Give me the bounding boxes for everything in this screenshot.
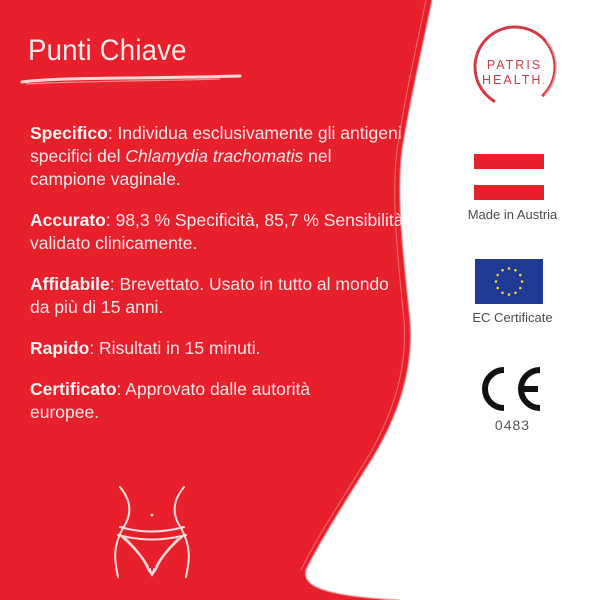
point-affidabile [30,273,410,319]
logo-line-1: PATRIS [486,58,543,72]
point-certificato [30,378,320,424]
point-label: Accurato [30,210,106,230]
point-text: : Individua esclusivamente gli antigeni specifici del [30,123,402,166]
eu-flag-icon [475,259,543,304]
point-text: : 98,3 % Specificità, 85,7 % Sensibilità, validato clinicamente. [30,210,409,253]
point-label: Affidabile [30,274,110,294]
austria-flag-icon [474,154,544,202]
female-waist-icon [112,485,192,585]
key-points-list [30,122,410,442]
ce-mark-icon [476,364,546,414]
made-in-austria-label: Made in Austria [467,207,558,222]
point-text: : Brevettato. Usato in tutto al mondo da più di 15 anni. [30,274,389,317]
notified-body-number: 0483 [494,417,531,433]
logo-line-2: HEALTH [482,73,543,87]
logo-mark: . [542,76,547,86]
species-name: Chlamydia trachomatis [125,146,304,166]
point-specifico [30,122,410,191]
point-rapido [30,337,410,360]
patris-health-logo [452,58,577,89]
title-underline-stroke [20,73,245,87]
point-label: Certificato [30,379,117,399]
point-text: : Risultati in 15 minuti. [89,338,261,358]
page-title: Punti Chiave [28,34,187,67]
ec-certificate-label: EC Certificate [472,310,553,325]
point-label: Specifico [30,123,108,143]
point-text: nel campione vaginale. [30,146,332,189]
point-text: : Approvato dalle autorità europee. [30,379,311,422]
point-label: Rapido [30,338,90,358]
point-accurato [30,209,410,255]
